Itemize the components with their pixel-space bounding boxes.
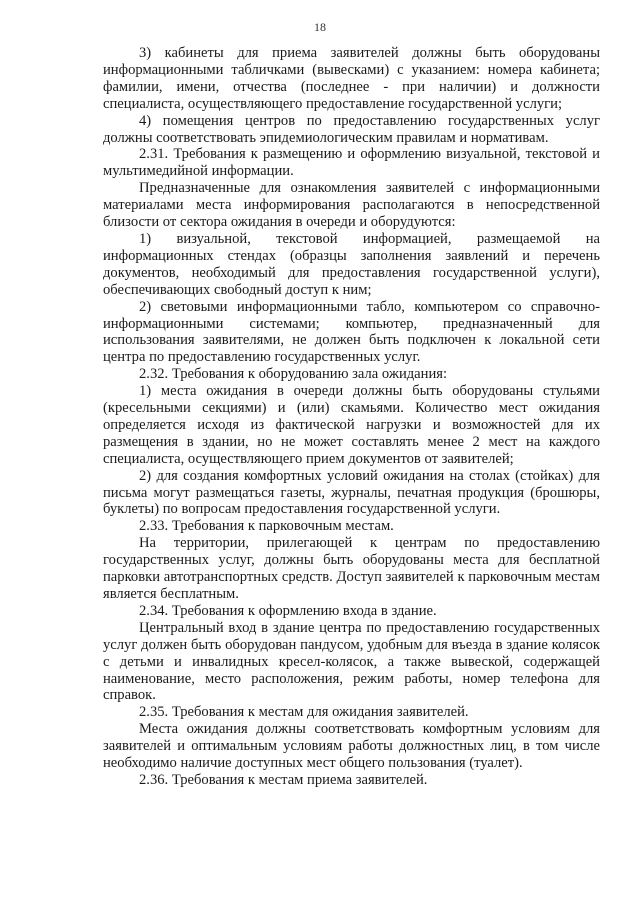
section-heading-2-34: 2.34. Требования к оформлению входа в здание.: [139, 602, 437, 619]
paragraph-light-boards: 2) световыми информационными табло, компьютером со справочно-информационными системами; компьютер, предназначенный для использования заявителями, не должен быть подключен к локальной сети центра по предоставлению государственных услуг.: [103, 298, 600, 366]
paragraph-information-places: Предназначенные для ознакомления заявителей с информационными материалами места информирования располагаются в непосредственной близости от сектора ожидания в очереди и оборудуются:: [103, 180, 600, 231]
paragraph-cabinets-signs: 3) кабинеты для приема заявителей должны быть оборудованы информационными табличками (вывесками) с указанием: номера кабинета; фамилии, имени, отчества (последнее - при наличии) и должности специалиста, осуществляющего предоставление государственной услуги;: [103, 45, 600, 112]
page-number: 18: [314, 20, 326, 34]
section-heading-2-33: 2.33. Требования к парковочным местам.: [139, 518, 394, 535]
paragraph-entrance: Центральный вход в здание центра по предоставлению государственных услуг должен быть оборудован пандусом, удобным для въезда в здание колясок с детьми и инвалидных кресел-колясок, а также вывеской, содержащей наименование, место расположения, режим работы, номер телефона для справок.: [103, 619, 600, 704]
paragraph-info-stands: 1) визуальной, текстовой информацией, размещаемой на информационных стендах (образцы заполнения заявлений и перечень документов, необходимый для предоставления государственной услуги), обеспечивающих свободный доступ к ним;: [103, 230, 600, 298]
document-body: [103, 45, 600, 789]
section-heading-2-36: 2.36. Требования к местам приема заявителей.: [139, 771, 428, 788]
paragraph-parking: На территории, прилегающей к центрам по предоставлению государственных услуг, должны быть оборудованы места для бесплатной парковки автотранспортных средств. Доступ заявителей к парковочным местам является бесплатным.: [103, 535, 600, 602]
paragraph-waiting-seats: 1) места ожидания в очереди должны быть оборудованы стульями (кресельными секциями) и (или) скамьями. Количество мест ожидания определяется исходя из фактической нагрузки и возможностей для их размещения в здании, но не может составлять менее 2 мест на каждого специалиста, осуществляющего прием документов от заявителей;: [103, 383, 600, 467]
section-heading-2-35: 2.35. Требования к местам для ожидания заявителей.: [139, 704, 469, 721]
paragraph-waiting-comfort: 2) для создания комфортных условий ожидания на столах (стойках) для письма могут размещаться газеты, журналы, печатная продукция (брошюры, буклеты) по вопросам предоставления государственной услуги.: [103, 467, 600, 518]
section-heading-2-32: 2.32. Требования к оборудованию зала ожидания:: [139, 366, 448, 383]
paragraph-premises-epidemiology: 4) помещения центров по предоставлению государственных услуг должны соответствовать эпидемиологическим правилам и нормативам.: [103, 112, 600, 146]
paragraph-waiting-places: Места ожидания должны соответствовать комфортным условиям для заявителей и оптимальным условиям работы должностных лиц, в том числе необходимо наличие доступных мест общего пользования (туалет).: [103, 721, 600, 772]
section-heading-2-31: 2.31. Требования к размещению и оформлению визуальной, текстовой и мультимедийной информации.: [103, 146, 600, 180]
